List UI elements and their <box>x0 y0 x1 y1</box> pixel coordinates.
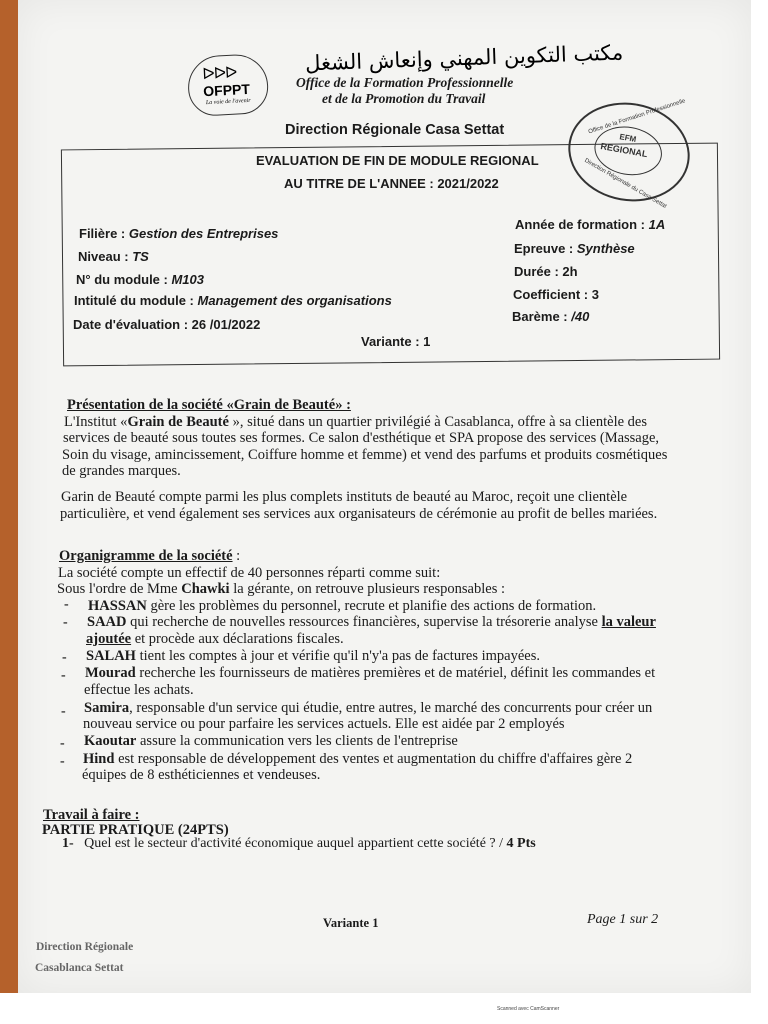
footer-direction-line-1: Direction Régionale <box>36 941 134 953</box>
presentation-line-4: de grandes marques. <box>62 463 181 479</box>
bullet-dash: - <box>62 650 67 665</box>
organigramme-heading: Organigramme de la société : <box>59 548 241 564</box>
bullet-dash: - <box>60 736 65 751</box>
field-niveau: Niveau : TS <box>78 249 149 264</box>
stamp-regional: REGIONAL <box>599 141 649 160</box>
field-filiere: Filière : Gestion des Entreprises <box>79 226 279 241</box>
resp-hind-cont: équipes de 8 esthéticiennes et vendeuses. <box>82 767 321 783</box>
exam-variante: Variante : 1 <box>361 334 431 349</box>
resp-samira-cont: nouveau service ou pour parfaire les services actuels. Elle est aidée par 2 employés <box>83 716 565 732</box>
arabic-title: مكتب التكوين المهني وإنعاش الشغل <box>304 40 624 76</box>
bullet-dash: - <box>63 615 68 630</box>
stamp-arc-bottom: Direction Régionale du Casa Settat <box>583 157 668 210</box>
resp-saad-cont: ajoutée et procède aux déclarations fiscales. <box>86 631 344 647</box>
resp-salah: SALAH tient les comptes à jour et vérifie qu'il n'y'a pas de factures impayées. <box>86 648 541 664</box>
presentation-line-1: L'Institut «Grain de Beauté », situé dans un quartier privilégié à Casablanca, offre à sa clientèle des <box>64 414 647 430</box>
footer-direction-line-2: Casablanca Settat <box>35 962 124 974</box>
resp-hind: Hind est responsable de développement des ventes et augmentation du chiffre d'affaires gère 2 <box>83 751 633 767</box>
footer-page-number: Page 1 sur 2 <box>587 912 659 927</box>
travail-heading: Travail à faire : <box>43 807 140 823</box>
partie-pratique-heading: PARTIE PRATIQUE (24PTS) <box>42 822 229 838</box>
presentation-p2-line-1: Garin de Beauté compte parmi les plus complets instituts de beauté au Maroc, reçoit une clientèle <box>61 489 628 505</box>
stamp-efm: EFM <box>618 132 637 144</box>
resp-samira: Samira, responsable d'un service qui étudie, entre autres, le marché des concurrents pour créer un <box>84 700 653 716</box>
field-module-title: Intitulé du module : Management des organisations <box>74 293 392 308</box>
organigramme-line-1: La société compte un effectif de 40 personnes réparti comme suit: <box>58 565 441 581</box>
desk-edge <box>0 0 18 993</box>
bullet-dash: - <box>60 754 65 769</box>
resp-mourad: Mourad recherche les fournisseurs de matières premières et de matériel, définit les commandes et <box>85 665 656 681</box>
bullet-dash: - <box>61 704 66 719</box>
office-line-2: et de la Promotion du Travail <box>322 91 486 106</box>
field-evaluation-date: Date d'évaluation : 26 /01/2022 <box>73 317 261 332</box>
field-coefficient: Coefficient : 3 <box>513 287 599 302</box>
ofppt-logo <box>186 53 269 117</box>
field-bareme: Barème : /40 <box>512 309 590 324</box>
exam-title-line-1: EVALUATION DE FIN DE MODULE REGIONAL <box>256 153 539 168</box>
logo-mark-icon: ᐅᐅᐅ <box>201 62 237 84</box>
resp-kaoutar: Kaoutar assure la communication vers les clients de l'entreprise <box>84 733 458 749</box>
office-line-1: Office de la Formation Professionnelle <box>296 75 514 90</box>
resp-hassan: HASSAN gère les problèmes du personnel, recrute et planifie des actions de formation. <box>88 598 597 614</box>
exam-title-line-2: AU TITRE DE L'ANNEE : 2021/2022 <box>284 176 499 191</box>
question-1: 1- Quel est le secteur d'activité économique auquel appartient cette société ? / 4 Pts <box>62 836 536 851</box>
logo-name: OFPPT <box>202 80 251 100</box>
direction-title: Direction Régionale Casa Settat <box>285 122 505 138</box>
field-epreuve: Epreuve : Synthèse <box>514 241 635 256</box>
logo-tagline: La voie de l'avenir <box>205 97 251 107</box>
field-duree: Durée : 2h <box>514 264 578 279</box>
field-module-number: N° du module : M103 <box>76 272 204 287</box>
field-annee-formation: Année de formation : 1A <box>515 217 666 232</box>
scanner-watermark: Scanned avec CamScanner <box>497 1006 560 1012</box>
bullet-dash: - <box>61 668 66 683</box>
resp-saad: SAAD qui recherche de nouvelles ressources financières, supervise la trésorerie analyse la valeur <box>87 614 656 630</box>
presentation-line-3: Soin du visage, amincissement, Coiffure homme et femme) et vend des parfums et produits cosmétiques <box>62 447 668 463</box>
footer-variante: Variante 1 <box>323 916 379 930</box>
resp-mourad-cont: effectue les achats. <box>84 682 194 698</box>
presentation-p2-line-2: particulière, et vend également ses services aux organisateurs de cérémonie au profit de belles mariées. <box>60 506 658 522</box>
bullet-dash: - <box>64 597 69 612</box>
presentation-line-2: services de beauté sous toutes ses formes. Ce salon d'esthétique et SPA propose des services (Massage, <box>63 430 660 446</box>
organigramme-line-2: Sous l'ordre de Mme Chawki la gérante, on retrouve plusieurs responsables : <box>57 581 506 597</box>
stamp-arc-top: Office de la Formation Professionnelle <box>587 98 687 136</box>
presentation-heading: Présentation de la société «Grain de Beauté» : <box>67 397 351 413</box>
